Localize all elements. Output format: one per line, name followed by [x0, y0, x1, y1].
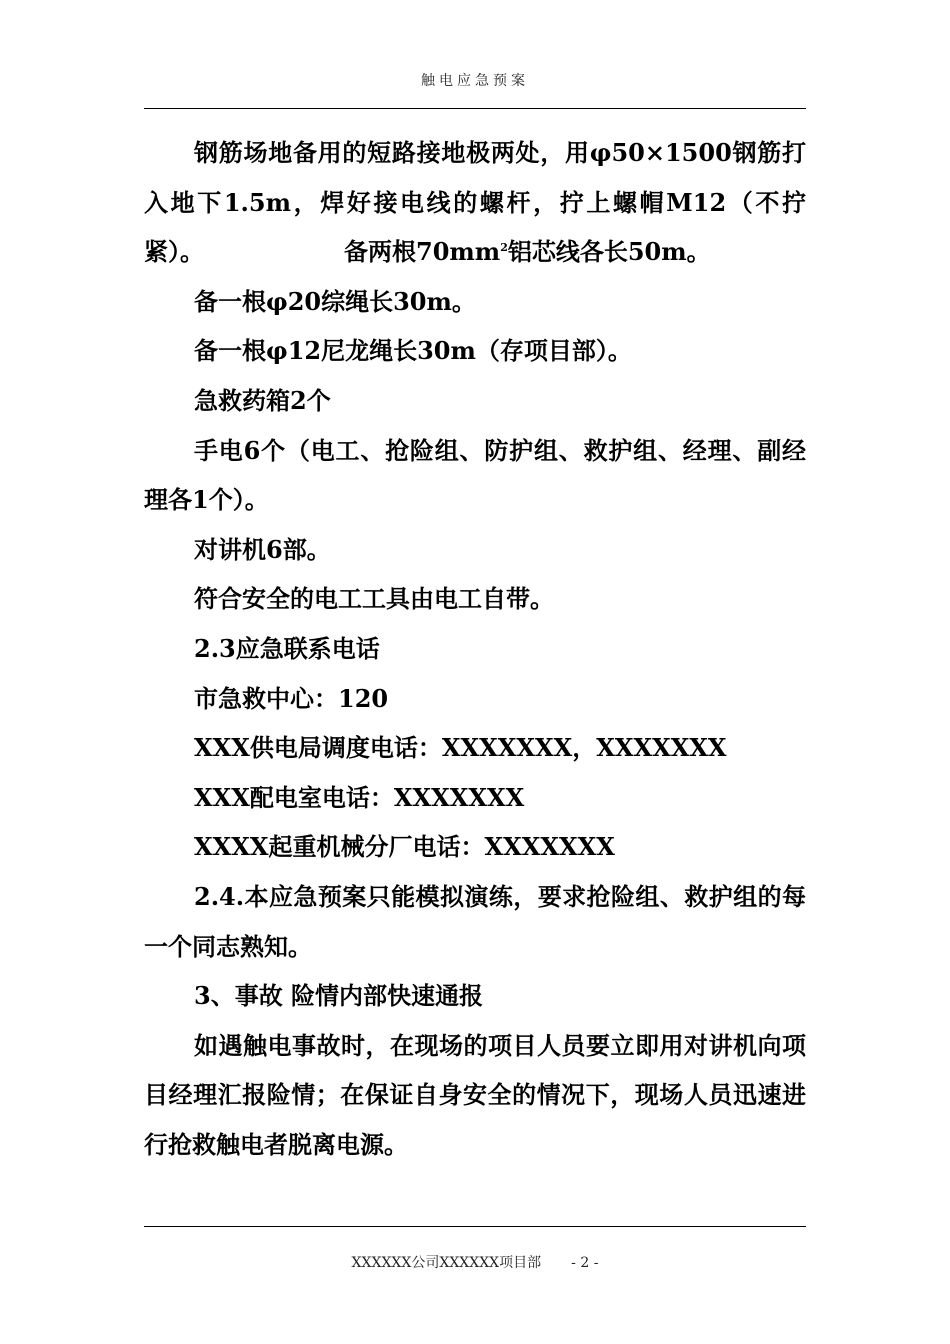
contact-line: 市急救中心：120	[194, 683, 389, 713]
superscript: 2	[500, 241, 508, 255]
footer-divider	[144, 1226, 806, 1227]
paragraph: 如遇触电事故时，在现场的项目人员要立即用对讲机向项目经理汇报险情；在保证自身安全的情况下，现场人员迅速进行抢救触电者脱离电源。	[144, 1030, 806, 1159]
document-body	[144, 128, 806, 1169]
contact-line: XXXX起重机械分厂电话：XXXXXXX	[194, 832, 615, 862]
paragraph: 手电6个（电工、抢险组、防护组、救护组、经理、副经理各1个）。	[144, 435, 806, 515]
header-divider	[144, 108, 806, 109]
paragraph-text: 备两根70mm	[344, 237, 501, 267]
paragraph: 2.4.本应急预案只能模拟演练，要求抢险组、救护组的每一个同志熟知。	[144, 881, 806, 961]
paragraph-text: 铝芯线各长50m。	[507, 237, 711, 267]
section-heading: 2.3应急联系电话	[194, 633, 380, 663]
section-heading: 3、事故 险情内部快速通报	[194, 981, 484, 1011]
page-header-title: 触电应急预案	[421, 73, 529, 89]
footer-text: XXXXXX公司XXXXXX项目部	[351, 1255, 542, 1271]
paragraph: 符合安全的电工工具由电工自带。	[194, 584, 554, 614]
paragraph: 急救药箱2个	[194, 385, 331, 415]
paragraph: 备一根φ12尼龙绳长30m（存项目部）。	[194, 336, 632, 366]
paragraph: 备一根φ20综绳长30m。	[194, 286, 476, 316]
paragraph: 对讲机6部。	[194, 534, 331, 564]
page-number: - 2 -	[571, 1255, 599, 1271]
contact-line: XXX配电室电话：XXXXXXX	[194, 782, 525, 812]
page-footer	[0, 1252, 950, 1272]
contact-line: XXX供电局调度电话：XXXXXXX，XXXXXXX	[194, 733, 727, 763]
paragraph-text: 钢筋场地备用的短路接地极两处，用φ50×1500钢筋打入地下1.5m，焊好接电线的螺杆，拧上螺帽M12（不拧紧）。	[144, 138, 806, 267]
paragraph-grounding	[144, 128, 806, 277]
